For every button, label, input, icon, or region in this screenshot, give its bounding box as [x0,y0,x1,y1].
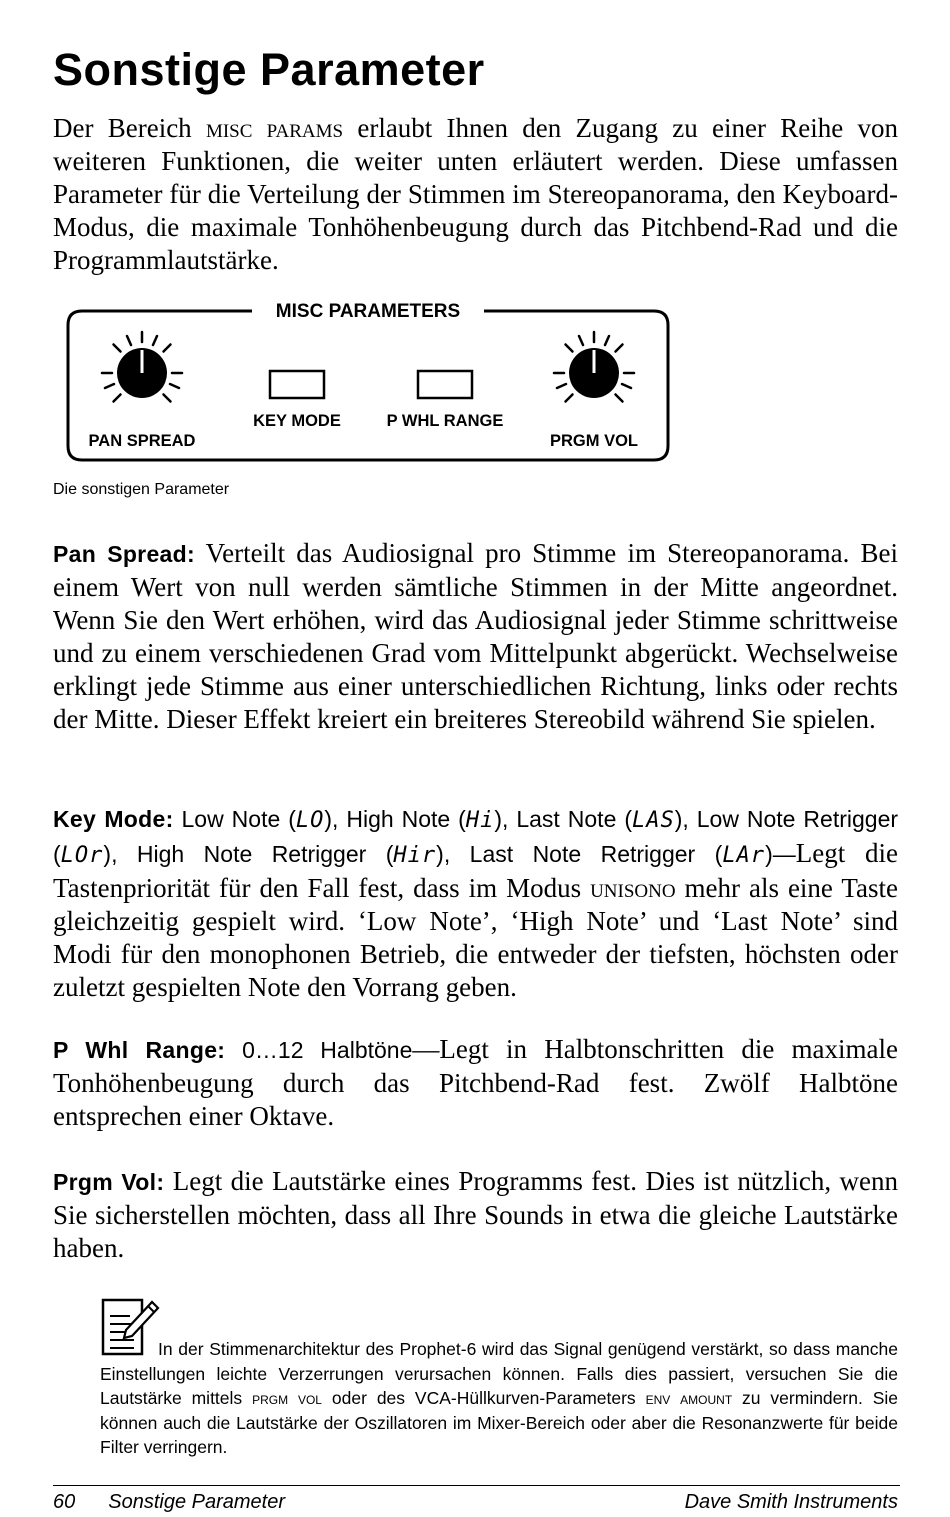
prgm-vol-label: PRGM VOL [549,432,639,450]
intro-text-start: Der Bereich [53,113,206,143]
lcd-code-lar: LAr [722,843,766,868]
misc-params-term: misc params [205,113,344,143]
page-number: 60 [53,1491,76,1513]
key-mode-option-text: ), Last Note Retrigger ( [436,841,723,867]
p-whl-range-button[interactable] [418,371,472,398]
lcd-code-hi: Hi [465,808,495,833]
key-mode-option-text: Low Note ( [173,806,296,832]
key-mode-text-end: mehr als eine Taste gleichzeitig gespielt wird. ‘Low Note’, ‘High Note’ und ‘Last Note’ sind Modi für den monophonen Betrieb, die entweder der tiefsten, höchsten oder zuletzt gespielten Note den Vorrang geben. [53,873,898,1002]
lcd-code-hir: Hir [393,843,437,868]
unisono-term: unisono [590,873,676,903]
key-mode-option-text: ), Last Note ( [494,806,632,832]
lcd-code-lo: LO [295,808,325,833]
pan-spread-text: Verteilt das Audiosignal pro Stimme im Stereopanorama. Bei einem Wert von null werden sämtliche Stimmen in der Mitte angeordnet. Wenn Sie den Wert erhöhen, wird das Audiosignal jeder Stimme schrittweise und zu einem verschiedenen Grad vom Mittelpunkt abgerückt. Wechselweise erklingt jede Stimme aus einer unterschiedlichen Richtung, links oder rechts der Mitte. Dieser Effekt kreiert ein breiteres Stereobild während Sie spielen. [53,538,898,734]
prgm-vol-knob[interactable] [554,332,634,402]
prgm-vol-term: prgm vol [252,1388,322,1408]
key-mode-option-text: )— [765,841,796,867]
prgm-vol-paragraph [53,1165,898,1265]
pan-spread-label: PAN SPREAD [88,432,196,450]
key-mode-option-text: ), Low Note Retrigger ( [53,806,899,867]
key-mode-label: KEY MODE [253,412,341,430]
p-whl-range-text: —Legt in Halbtonschritten die maximale Tonhöhenbeugung durch das Pitchbend-Rad fest. Zwölf Halbtöne entsprechen einer Oktave. [53,1034,898,1131]
footer-divider [53,1485,900,1486]
key-mode-option-text: ), High Note Retrigger ( [103,841,394,867]
footer-publisher: Dave Smith Instruments [684,1491,898,1513]
intro-paragraph [53,112,898,277]
note-text-end: zu vermindern. Sie können auch die Lautstärke der Oszillatoren im Mixer-Bereich oder aber die Resonanzwerte für beide Filter verringern. [100,1388,899,1457]
note-box [100,1337,898,1460]
panel-header: MISC PARAMETERS [275,301,461,322]
footer-section: Sonstige Parameter [108,1491,286,1513]
note-text: In der Stimmenarchitektur des Prophet-6 wird das Signal genügend verstärkt, so dass manche Einstellungen leichte Verzerrungen verursachen können. Falls dies passiert, versuchen Sie die Lautstärke mittels [100,1339,898,1408]
figure-caption: Die sonstigen Parameter [53,481,230,498]
key-mode-term: Key Mode: [53,806,174,832]
note-text: oder des VCA-Hüllkurven-Parameters [322,1388,646,1408]
lcd-code-lor: LOr [60,843,104,868]
pan-spread-paragraph [53,537,898,736]
lcd-code-las: LAS [631,808,675,833]
p-whl-range-value: 0…12 Halbtöne [225,1037,413,1063]
p-whl-range-paragraph [53,1033,898,1133]
key-mode-paragraph [53,802,898,1004]
p-whl-range-term: P Whl Range: [53,1037,226,1063]
intro-text-end: erlaubt Ihnen den Zugang zu einer Reihe von weiteren Funktionen, die weiter unten erläutert werden. Diese umfassen Parameter für die Verteilung der Stimmen im Stereopanorama, den Keyboard-Modus, die maximale Tonhöhenbeugung durch das Pitchbend-Rad und die Programmlautstärke. [53,113,898,275]
misc-parameters-panel [64,296,672,464]
env-amount-term: env amount [645,1388,733,1408]
p-whl-range-label: P WHL RANGE [386,412,504,430]
prgm-vol-text: Legt die Lautstärke eines Programms fest. Dies ist nützlich, wenn Sie sicherstellen möchten, dass all Ihre Sounds in etwa die gleiche Lautstärke haben. [53,1166,898,1263]
prgm-vol-term: Prgm Vol: [53,1169,165,1195]
page-title: Sonstige Parameter [53,44,485,95]
key-mode-option-text: ), High Note ( [324,806,466,832]
footer-left [53,1491,285,1514]
pan-spread-term: Pan Spread: [53,541,195,567]
key-mode-text: Legt die Tastenpriorität für den Fall fest, dass im Modus [53,838,899,903]
pan-spread-knob[interactable] [102,332,182,402]
key-mode-button[interactable] [270,371,324,398]
